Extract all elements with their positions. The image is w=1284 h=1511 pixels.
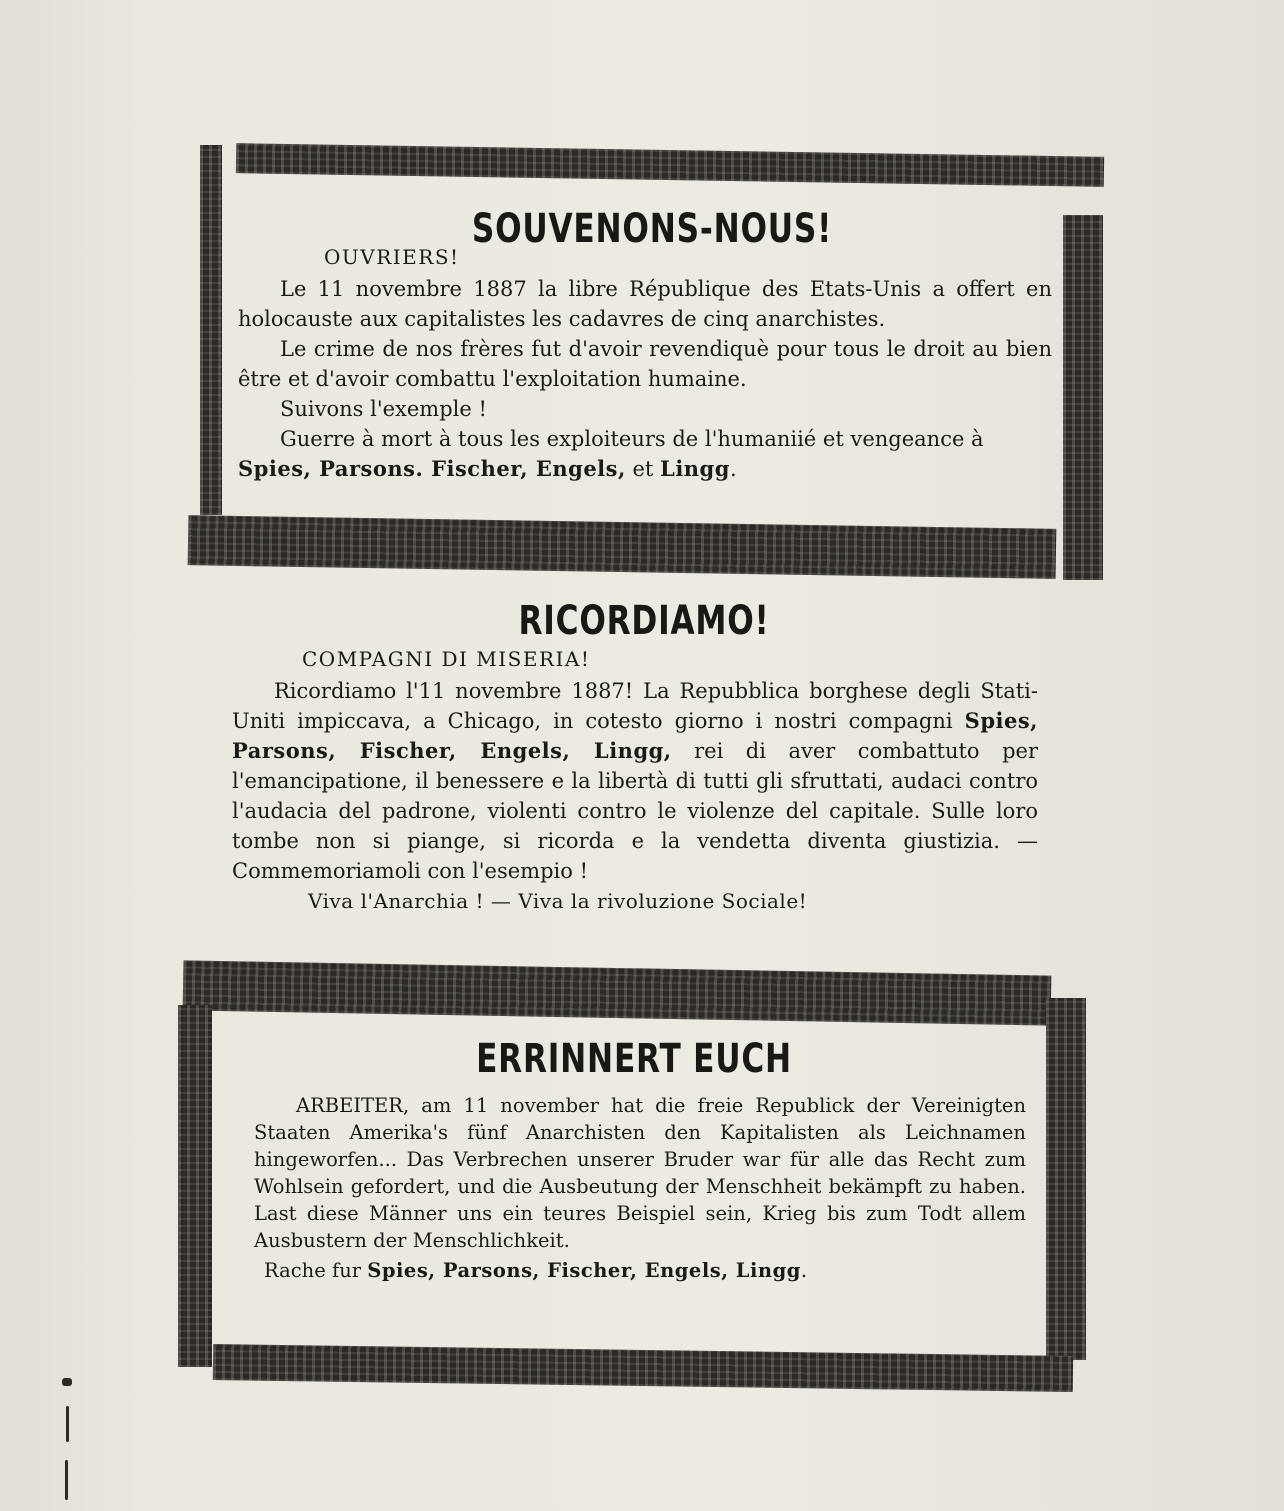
french-left-border [200,145,222,515]
french-paragraph-1: Le 11 novembre 1887 la libre République des Etats-Unis a offert en holocauste aux capitalistes les cadavres de cinq anarchistes. [238,277,1052,331]
italian-text-a: Ricordiamo l'11 novembre 1887! La Repubblica borghese degli Stati-Uniti impiccava, a Chicago, in cotesto giorno i nostri compagni [232,679,1038,733]
french-text [238,274,1052,484]
french-paragraph-4: Guerre à mort à tous les exploiteurs de l'humaniié et vengeance à [280,427,984,451]
french-paragraph-2: Le crime de nos frères fut d'avoir revendiquè pour tous le droit au bien être et d'avoir combattu l'exploitation humaine. [238,337,1052,391]
binding-mark [66,1406,69,1442]
italian-salutation: COMPAGNI DI MISERIA! [302,647,591,671]
italian-text [232,676,1038,916]
french-martyr-names: Spies, Parsons. Fischer, Engels, [238,456,626,481]
italian-martyr-names: Spies, Parsons, Fischer, Engels, Lingg, [232,708,1038,763]
italian-text-b: rei di aver combattuto per l'emancipatione, il benessere e la libertà di tutti gli sfruttati, audaci contro l'audacia del padrone, violenti contro le violenze del capitale. Sulle loro tombe non si piange, si ricorda e la vendetta diventa giustizia. — Commemoriamoli con l'esempio ! [232,739,1038,883]
german-paragraph: ARBEITER, am 11 november hat die freie Republick der Vereinigten Staaten Amerika's fünf Anarchisten den Kapitalisten als Leichnamen hingeworfen... Das Verbrechen unserer Bruder war für alle das Recht zum Wohlsein gefordert, und die Ausbeutung der Menschheit bekämpft zu haben. Last diese Männer uns ein teures Beispiel sein, Krieg bis zum Todt allem Ausbustern der Menschlichkeit. [254,1094,1026,1252]
german-martyr-names: Spies, Parsons, Fischer, Engels, Lingg [367,1259,801,1282]
french-salutation: OUVRIERS! [324,245,460,269]
german-rache: Rache fur [264,1259,362,1282]
french-end: . [729,457,737,481]
french-names-line [238,454,1052,484]
french-paragraph-3: Suivons l'exemple ! [280,397,487,421]
italian-paragraph [232,676,1038,886]
french-last-name: Lingg [660,456,730,481]
binding-mark [62,1378,72,1386]
german-title: ERRINNERT EUCH [476,1036,792,1082]
french-title: SOUVENONS-NOUS! [471,206,833,252]
german-section [254,1092,1026,1284]
binding-marks [62,1370,74,1510]
italian-closing: Viva l'Anarchia ! — Viva la rivoluzione Sociale! [308,889,808,913]
french-et: et [632,457,654,481]
german-rache-line [264,1257,1026,1284]
german-text [254,1092,1026,1284]
italian-section [232,642,1038,916]
french-section [238,240,1052,484]
italian-title: RICORDIAMO! [518,598,770,644]
binding-mark [65,1460,68,1500]
french-right-border [1063,215,1103,580]
german-end: . [800,1259,808,1282]
